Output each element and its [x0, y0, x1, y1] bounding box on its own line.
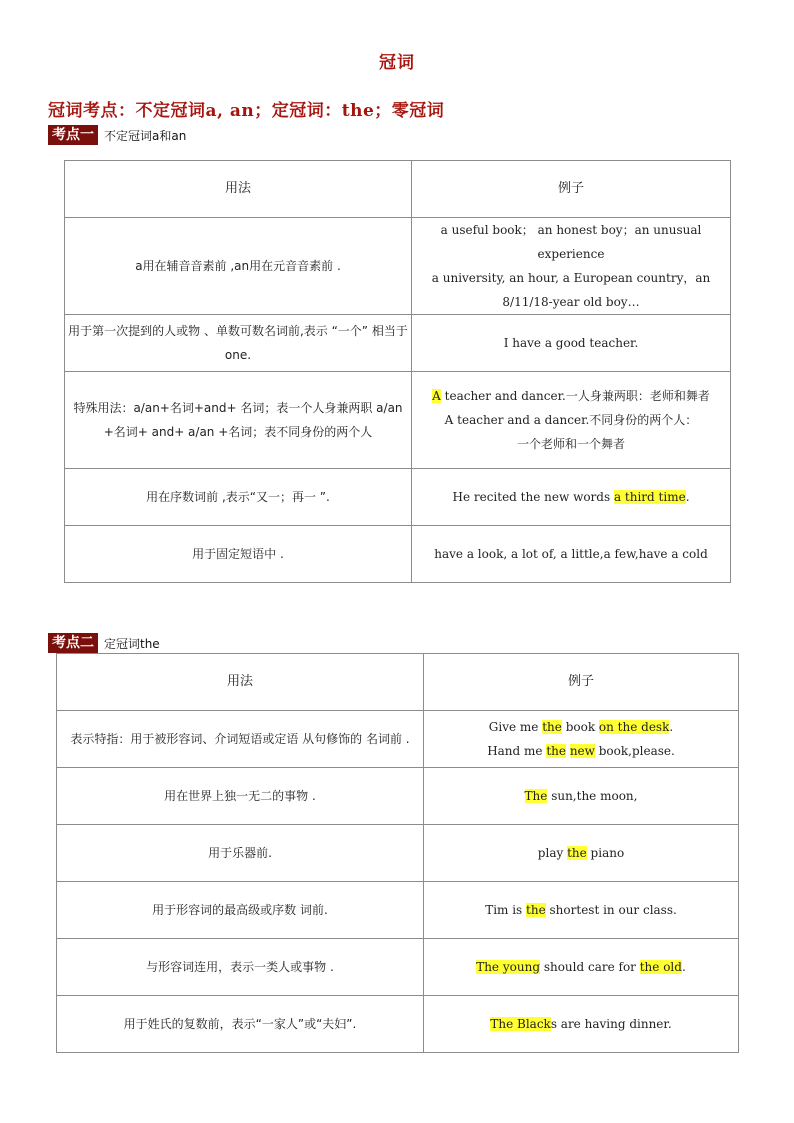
example-header: 例子 [412, 161, 731, 218]
example-text: Tim is [485, 903, 527, 917]
highlighted-text: A [432, 389, 441, 403]
example-text: teacher and dancer.一人身兼两职：老师和舞者 [440, 389, 710, 403]
example-line [426, 1012, 736, 1036]
example-text: I have a good teacher. [503, 336, 639, 350]
example-text: 8/11/18-year old boy… [502, 295, 640, 309]
table-row [57, 996, 739, 1053]
example-line [426, 715, 736, 739]
example-line [414, 485, 728, 509]
example-line [414, 218, 728, 242]
example-text: book,please. [594, 744, 675, 758]
section1-label [48, 125, 186, 145]
example-text: . [669, 720, 674, 734]
usage-cell: 用在序数词前 ,表示“又一；再一 ”. [65, 469, 412, 526]
usage-cell: 用于固定短语中 . [65, 526, 412, 583]
example-cell [412, 372, 731, 469]
table-row [57, 939, 739, 996]
section1-desc: 不定冠词a和an [104, 128, 187, 143]
example-cell [412, 469, 731, 526]
example-cell [424, 882, 739, 939]
example-text: have a look, a lot of, a little,a few,have a cold [434, 547, 708, 561]
example-line [414, 242, 728, 266]
example-line [414, 331, 728, 355]
example-line [414, 432, 728, 456]
example-cell [412, 526, 731, 583]
example-text: a university, an hour, a European country，an [431, 271, 711, 285]
example-text: experience [537, 247, 605, 261]
example-line [426, 841, 736, 865]
example-text: Hand me [487, 744, 547, 758]
usage-header: 用法 [57, 654, 424, 711]
example-cell [424, 711, 739, 768]
usage-cell: a用在辅音音素前 ,an用在元音音素前 . [65, 218, 412, 315]
table-row [65, 218, 731, 315]
highlighted-text: the [526, 903, 546, 917]
highlighted-text: the [546, 744, 566, 758]
table-row [57, 768, 739, 825]
definite-article-table [56, 653, 739, 1053]
example-line [414, 266, 728, 290]
highlighted-text: The [524, 789, 548, 803]
example-text: shortest in our class. [545, 903, 677, 917]
table-header-row [57, 654, 739, 711]
example-line [426, 898, 736, 922]
section2-desc: 定冠词the [104, 636, 160, 651]
highlighted-text: a third time [613, 490, 686, 504]
highlighted-text: The young [476, 960, 540, 974]
example-text: s are having dinner. [550, 1017, 672, 1031]
usage-cell: 用于姓氏的复数前，表示“一家人”或“夫妇”. [57, 996, 424, 1053]
table-row [57, 882, 739, 939]
example-text: 一个老师和一个舞者 [516, 437, 625, 451]
example-header: 例子 [424, 654, 739, 711]
usage-header: 用法 [65, 161, 412, 218]
example-line [426, 739, 736, 763]
section2-tag: 考点二 [48, 633, 98, 653]
usage-cell: 用在世界上独一无二的事物 . [57, 768, 424, 825]
example-cell [424, 939, 739, 996]
example-text: He recited the new words [452, 490, 614, 504]
table-row [57, 711, 739, 768]
usage-cell: 用于形容词的最高级或序数 词前. [57, 882, 424, 939]
usage-cell: 特殊用法：a/an+名词+and+ 名词；表一个人身兼两职 a/an +名词+ and+ a/an +名词；表不同身份的两个人 [65, 372, 412, 469]
example-line [426, 955, 736, 979]
example-text: should care for [540, 960, 640, 974]
example-text: sun,the moon, [547, 789, 638, 803]
example-line [414, 542, 728, 566]
example-cell [412, 315, 731, 372]
usage-cell: 表示特指：用于被形容词、介词短语或定语 从句修饰的 名词前 . [57, 711, 424, 768]
example-cell [424, 768, 739, 825]
example-text: a useful book； an honest boy；an unusual [440, 223, 702, 237]
table-row [65, 469, 731, 526]
highlighted-text: new [569, 744, 595, 758]
section1-tag: 考点一 [48, 125, 98, 145]
usage-cell: 与形容词连用，表示一类人或事物 . [57, 939, 424, 996]
example-line [426, 784, 736, 808]
table-row [65, 372, 731, 469]
example-text: . [681, 960, 686, 974]
example-cell [424, 996, 739, 1053]
example-line [414, 290, 728, 314]
page-title: 冠词 [379, 53, 415, 73]
example-cell [412, 218, 731, 315]
usage-cell: 用于第一次提到的人或物 、单数可数名词前,表示 “一个” 相当于 one. [65, 315, 412, 372]
section-heading: 冠词考点：不定冠词a, an；定冠词：the；零冠词 [48, 101, 445, 121]
usage-cell: 用于乐器前. [57, 825, 424, 882]
section2-label [48, 633, 160, 653]
table-row [57, 825, 739, 882]
highlighted-text: the [542, 720, 562, 734]
table-row [65, 315, 731, 372]
highlighted-text: The Black [490, 1017, 551, 1031]
highlighted-text: on the desk [598, 720, 670, 734]
indefinite-article-table [64, 160, 731, 583]
example-text: piano [586, 846, 625, 860]
example-text: . [685, 490, 690, 504]
example-text: play [537, 846, 568, 860]
example-text: Give me [488, 720, 543, 734]
example-line [414, 408, 728, 432]
highlighted-text: the old [639, 960, 682, 974]
example-text: book [561, 720, 599, 734]
highlighted-text: the [567, 846, 587, 860]
example-cell [424, 825, 739, 882]
table-row [65, 526, 731, 583]
example-line [414, 384, 728, 408]
example-text: A teacher and a dancer.不同身份的两个人： [444, 413, 698, 427]
table-header-row [65, 161, 731, 218]
